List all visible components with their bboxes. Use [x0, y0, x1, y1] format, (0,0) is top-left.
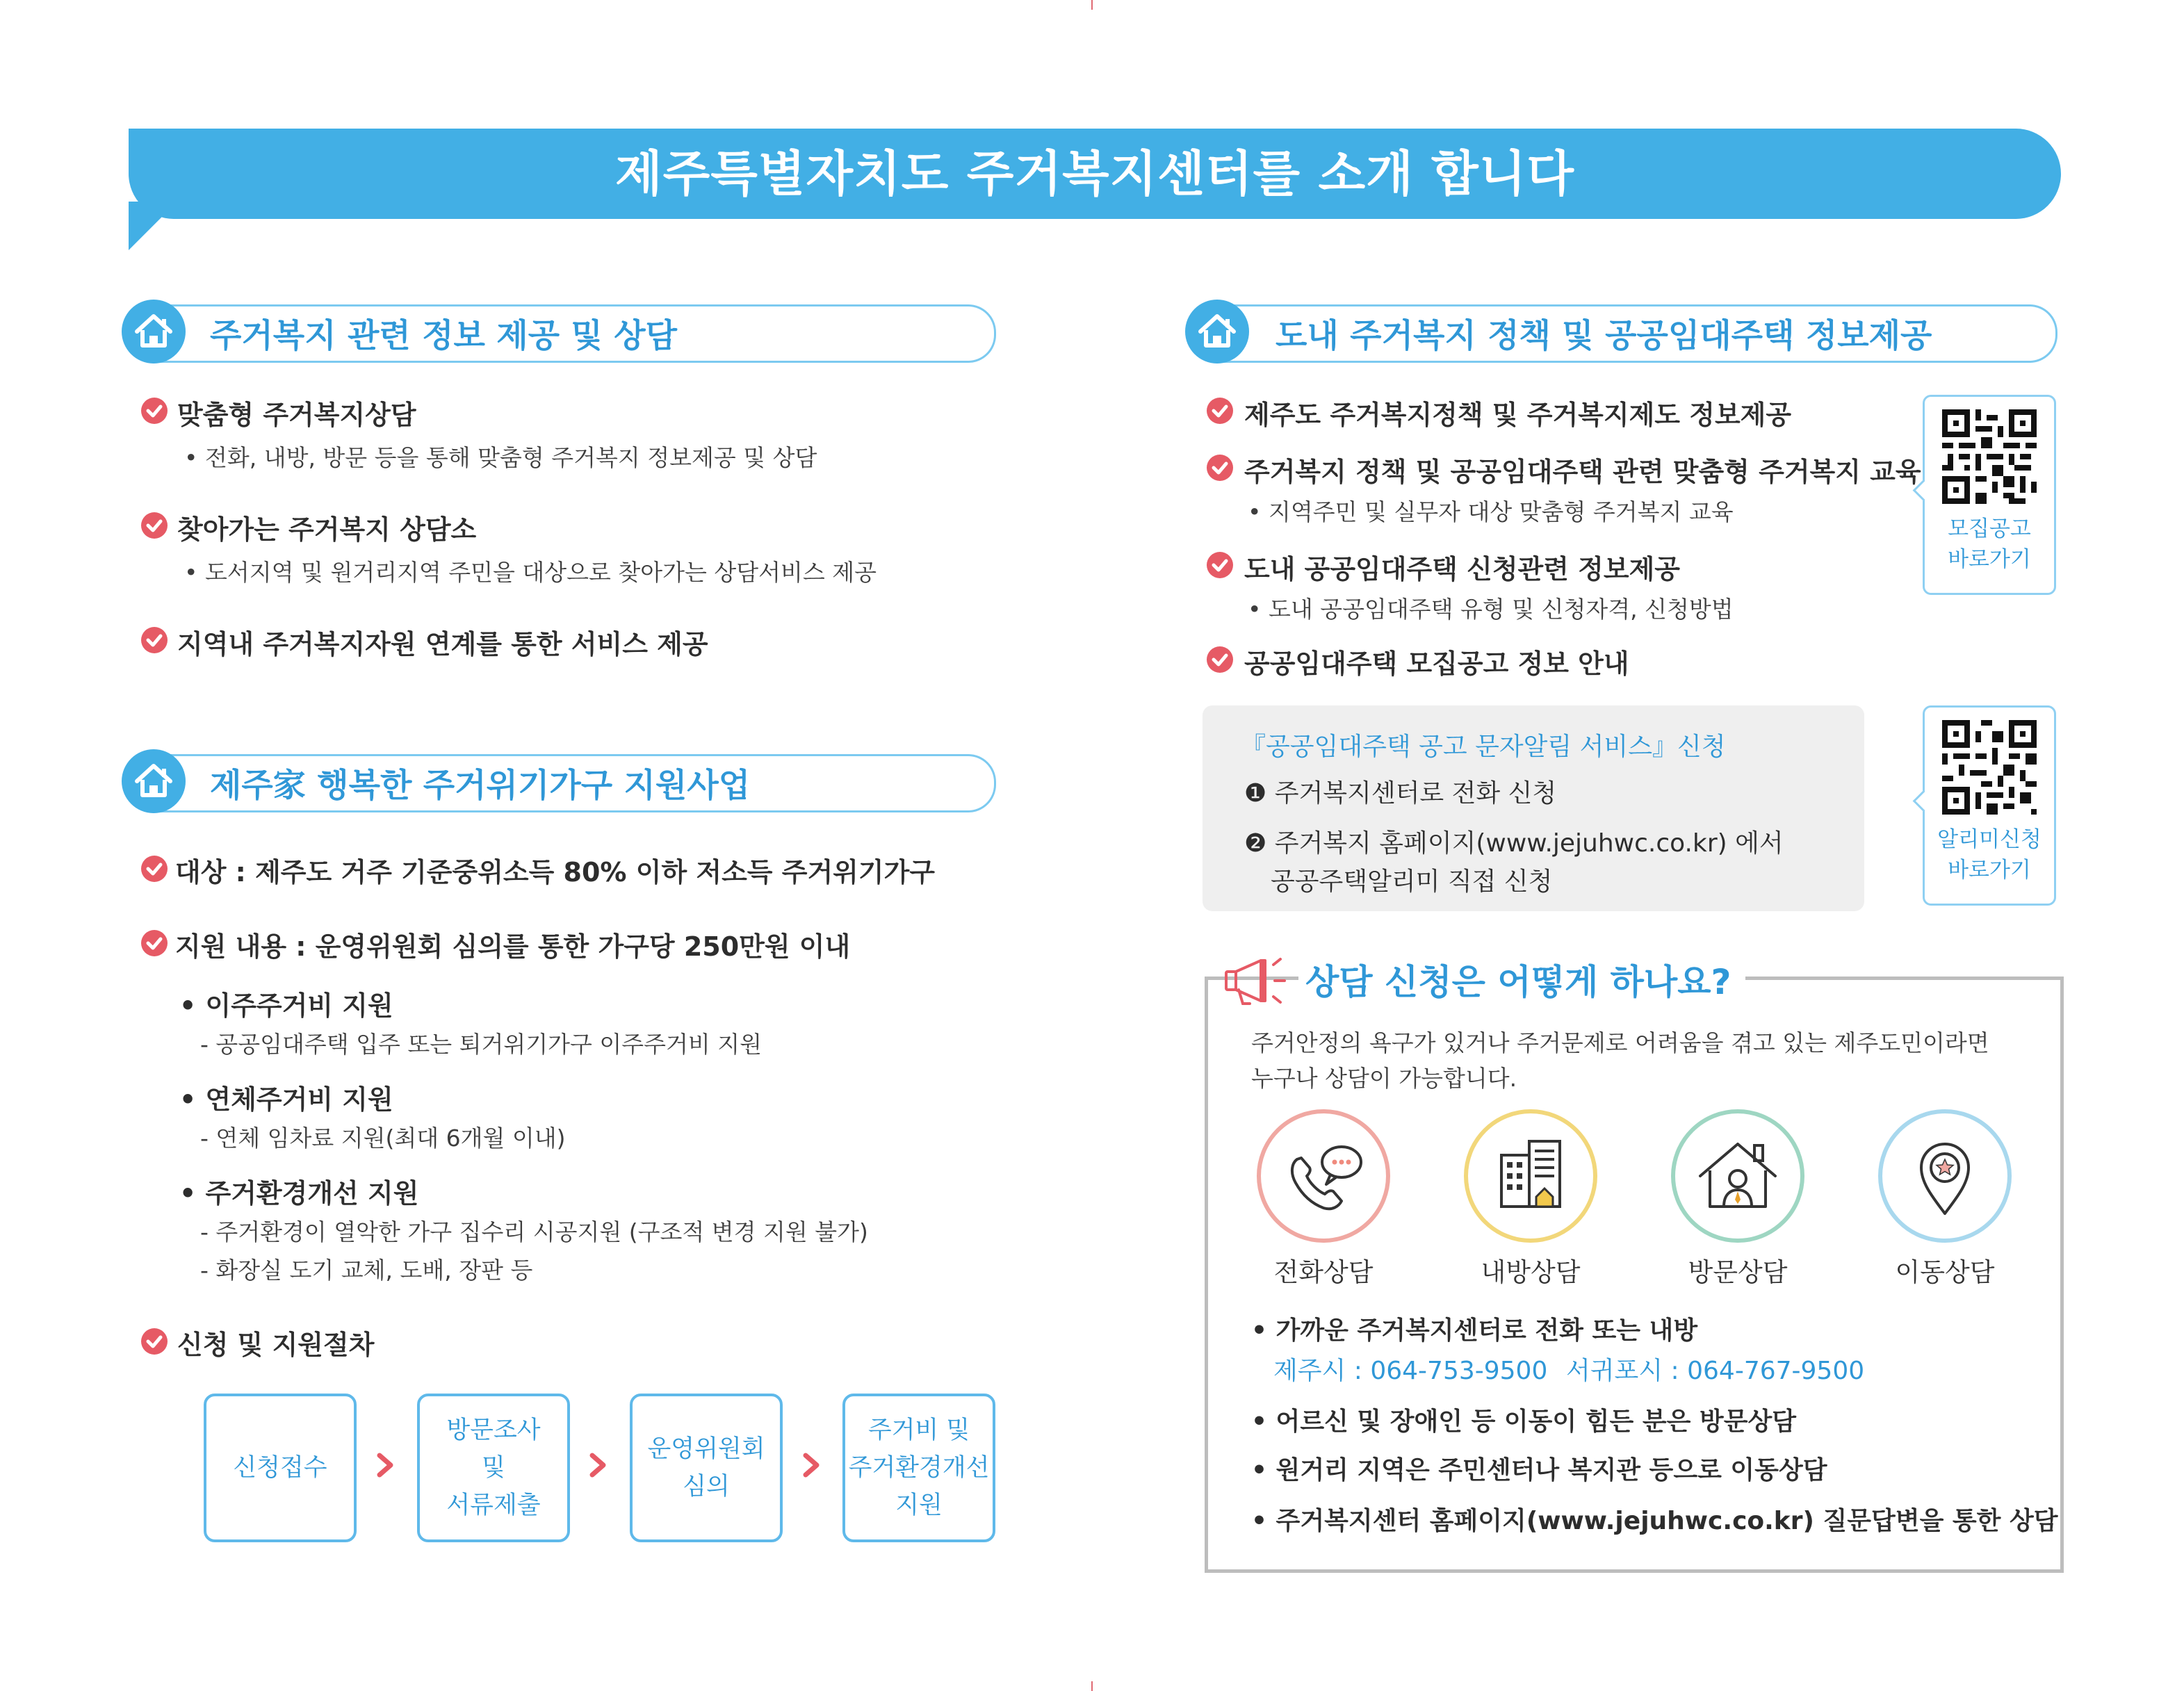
check-icon [1207, 455, 1233, 481]
item-title: 도내 공공임대주택 신청관련 정보제공 [1244, 554, 1681, 585]
item-title: 맞춤형 주거복지상담 [177, 400, 416, 430]
visit-office-label: 내방상담 [1481, 1257, 1581, 1287]
check-icon [141, 930, 168, 956]
consult-title: 상담 신청은 어떻게 하나요? [1298, 954, 1745, 1004]
consult-bullet: • 주거복지센터 홈페이지(www.jejuhwc.co.kr) 질문답변을 통한 상담 [1251, 1507, 2058, 1535]
item-desc: • 도서지역 및 원거리지역 주민을 대상으로 찾아가는 상담서비스 제공 [184, 559, 877, 586]
qr-code-icon [1942, 409, 2037, 504]
process-step-2: 방문조사 및 서류제출 [417, 1394, 570, 1542]
visit-office-icon [1464, 1109, 1597, 1243]
house-icon [122, 300, 186, 363]
consult-bullet: • 가까운 주거복지센터로 전화 또는 내방 [1251, 1316, 1698, 1345]
chevron-right-icon [588, 1451, 609, 1479]
sms-step-2-cont: 공공주택알리미 직접 신청 [1271, 867, 1553, 896]
item-desc: • 지역주민 및 실무자 대상 맞춤형 주거복지 교육 [1248, 498, 1734, 525]
item-title: 제주도 주거복지정책 및 주거복지제도 정보제공 [1244, 400, 1792, 430]
item-title: 지역내 주거복지자원 연계를 통한 서비스 제공 [177, 629, 708, 660]
qr-code-icon [1942, 720, 2037, 815]
target-text: 대상 : 제주도 거주 기준중위소득 80% 이하 저소득 주거위기가구 [175, 857, 935, 888]
qr-label: 바로가기 [1948, 858, 2031, 883]
process-step-1: 신청접수 [204, 1394, 357, 1542]
consult-desc: 누구나 상담이 가능합니다. [1251, 1065, 1517, 1092]
trim-mark-bottom [1091, 1681, 1093, 1691]
procedure-title: 신청 및 지원절차 [177, 1330, 375, 1360]
item-desc: • 도내 공공임대주택 유형 및 신청자격, 신청방법 [1248, 596, 1734, 623]
consult-bullet: • 어르신 및 장애인 등 이동이 힘든 분은 방문상담 [1251, 1407, 1797, 1436]
check-icon [141, 1328, 168, 1355]
check-icon [1207, 646, 1233, 673]
check-icon [141, 398, 168, 424]
process-step-4: 주거비 및 주거환경개선 지원 [842, 1394, 995, 1542]
check-icon [1207, 552, 1233, 578]
subitem-line: - 연체 임차료 지원(최대 6개월 이내) [200, 1125, 566, 1152]
subitem-title: • 주거환경개선 지원 [179, 1178, 419, 1209]
process-step-3: 운영위원회 심의 [630, 1394, 783, 1542]
phone-seogwipo: 서귀포시 : 064-767-9500 [1566, 1357, 1865, 1385]
qr-label: 모집공고 [1948, 516, 2031, 541]
subitem-line: - 화장실 도기 교체, 도배, 장판 등 [200, 1257, 533, 1284]
check-icon [141, 512, 168, 539]
phone-consult-label: 전화상담 [1273, 1257, 1374, 1287]
chevron-right-icon [801, 1451, 822, 1479]
mobile-consult-icon [1878, 1109, 2012, 1243]
phone-jeju: 제주시 : 064-753-9500 [1273, 1357, 1548, 1385]
item-title: 주거복지 정책 및 공공임대주택 관련 맞춤형 주거복지 교육 [1244, 457, 1921, 487]
subitem-title: • 연체주거비 지원 [179, 1084, 393, 1115]
consult-bullet: • 원거리 지역은 주민센터나 복지관 등으로 이동상담 [1251, 1456, 1827, 1485]
qr-link-alert[interactable] [1923, 705, 2056, 906]
qr-label: 바로가기 [1948, 547, 2031, 572]
subitem-line: - 공공임대주택 입주 또는 퇴거위기가구 이주주거비 지원 [200, 1031, 763, 1058]
section-title: 제주家 행복한 주거위기가구 지원사업 [210, 767, 751, 805]
phone-consult-icon [1257, 1109, 1390, 1243]
mobile-consult-label: 이동상담 [1895, 1257, 1995, 1287]
trim-mark-top [1091, 0, 1093, 10]
item-title: 공공임대주택 모집공고 정보 안내 [1244, 648, 1629, 679]
home-visit-icon [1671, 1109, 1804, 1243]
sms-step-2: ❷ 주거복지 홈페이지(www.jejuhwc.co.kr) 에서 [1244, 829, 1784, 858]
house-icon [1185, 300, 1249, 363]
sms-title: 『공공임대주택 공고 문자알림 서비스』신청 [1241, 733, 1726, 761]
check-icon [1207, 398, 1233, 424]
item-desc: • 전화, 내방, 방문 등을 통해 맞춤형 주거복지 정보제공 및 상담 [184, 444, 817, 471]
house-icon [122, 749, 186, 813]
support-text: 지원 내용 : 운영위원회 심의를 통한 가구당 250만원 이내 [175, 931, 851, 962]
qr-link-recruit[interactable] [1923, 395, 2056, 595]
sms-step-1: ❶ 주거복지센터로 전화 신청 [1244, 779, 1557, 808]
subitem-line: - 주거환경이 열악한 가구 집수리 시공지원 (구조적 변경 지원 불가) [200, 1218, 868, 1245]
megaphone-icon [1218, 954, 1294, 1009]
chevron-right-icon [375, 1451, 396, 1479]
subitem-title: • 이주주거비 지원 [179, 990, 393, 1021]
check-icon [141, 856, 168, 882]
home-visit-label: 방문상담 [1688, 1257, 1788, 1287]
section-title: 주거복지 관련 정보 제공 및 상담 [210, 317, 678, 355]
consult-desc: 주거안정의 욕구가 있거나 주거문제로 어려움을 겪고 있는 제주도민이라면 [1251, 1029, 1989, 1056]
item-title: 찾아가는 주거복지 상담소 [177, 514, 477, 545]
check-icon [141, 627, 168, 653]
qr-label: 알리미신청 [1937, 827, 2042, 852]
section-title: 도내 주거복지 정책 및 공공임대주택 정보제공 [1276, 317, 1932, 355]
page-title: 제주특별자치도 주거복지센터를 소개 합니다 [615, 145, 1574, 202]
